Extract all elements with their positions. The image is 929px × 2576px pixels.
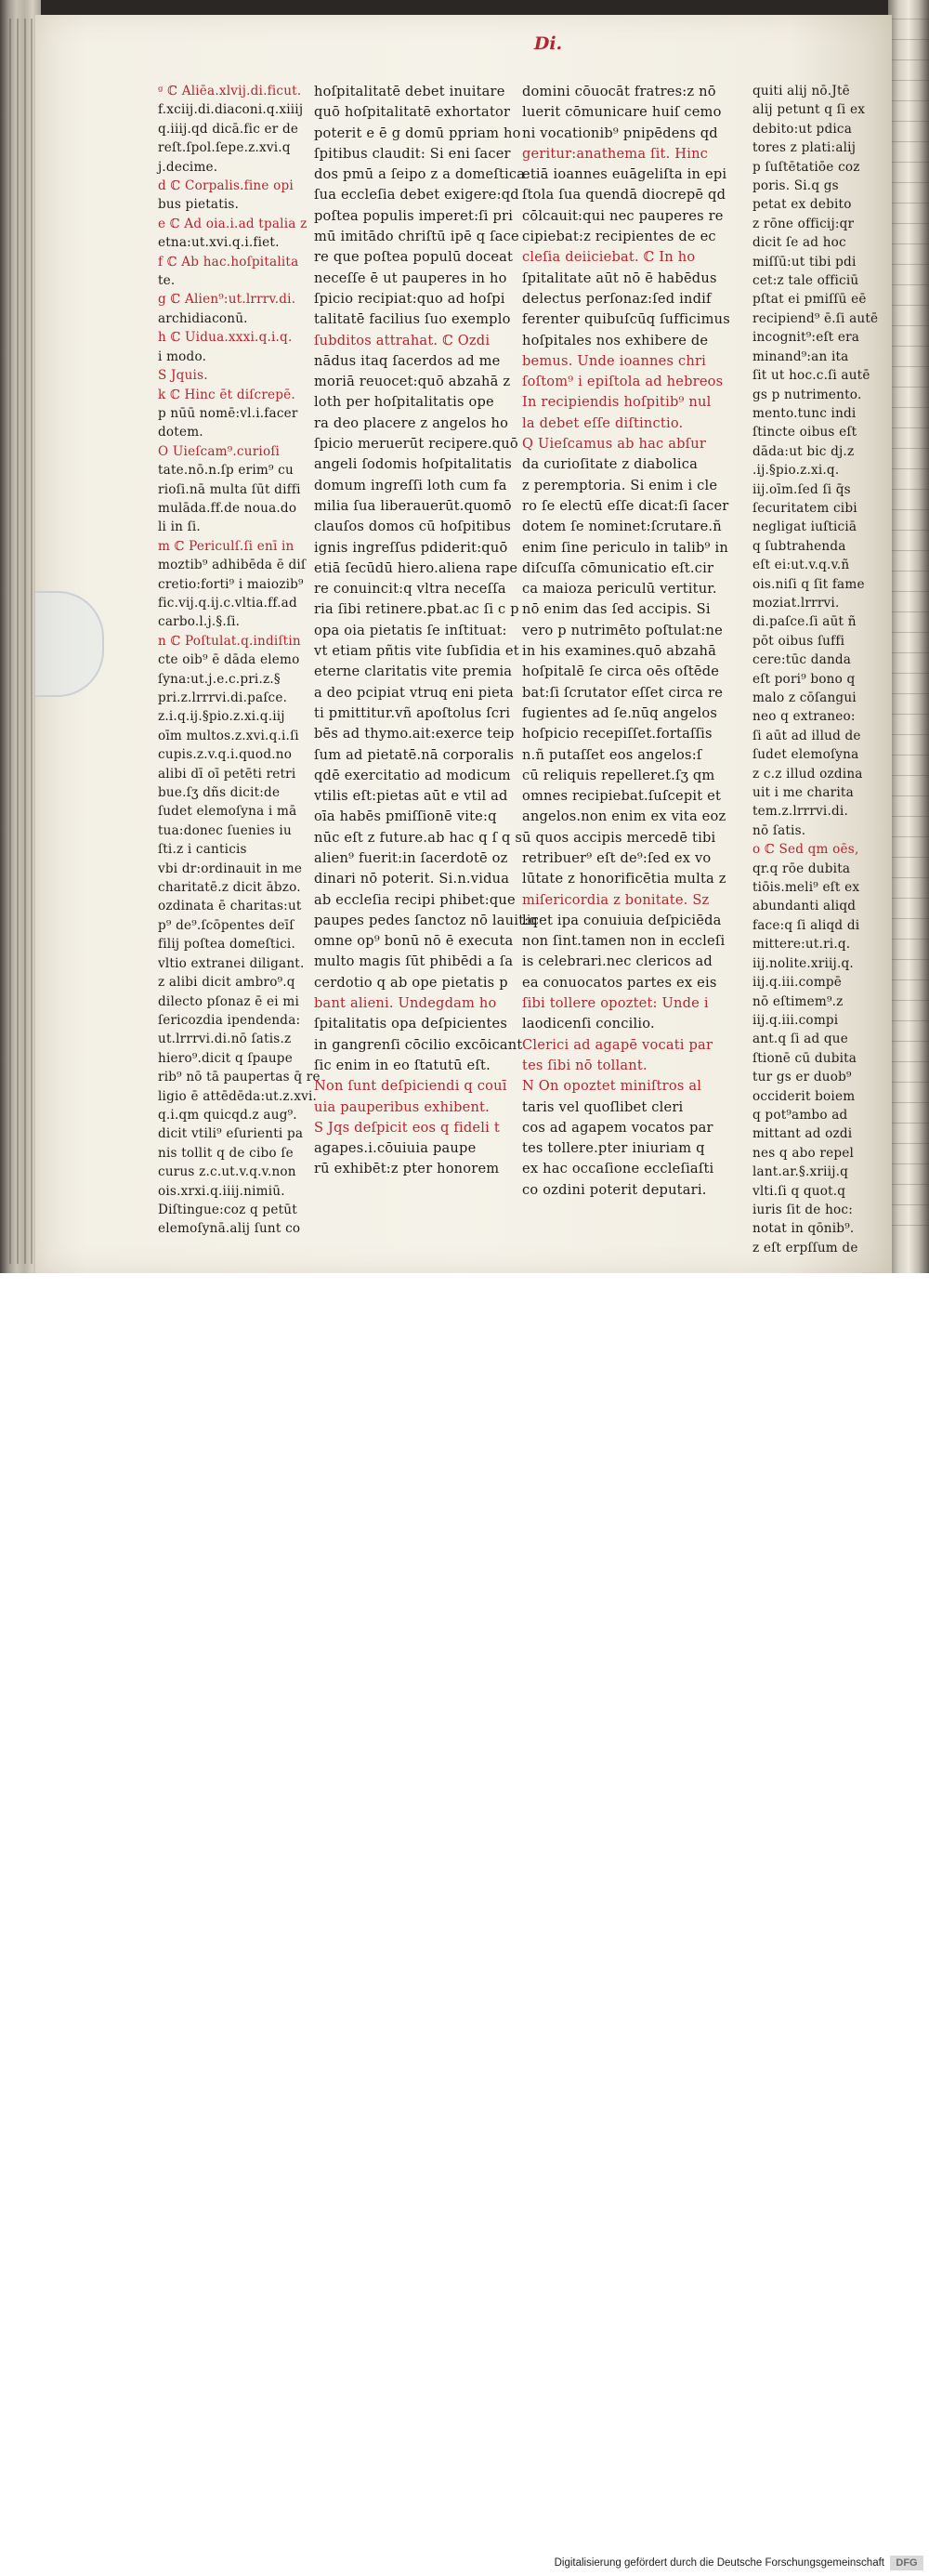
text-line: cleſia deiiciebat. ℂ In ho	[522, 249, 696, 266]
text-line: N On opoztet miniſtros al	[522, 1078, 702, 1095]
text-line: ſtincte oibus eſt	[752, 425, 857, 440]
text-line: ſibi tollere opoztet: Unde i	[522, 995, 709, 1012]
text-line: iuris ſit de hoc:	[752, 1202, 854, 1217]
text-line: uit i me charita	[752, 785, 854, 801]
text-line: dilecto pſonaz ē ei mi	[158, 993, 299, 1009]
text-line: non ſint.tamen non in eccleſi	[522, 933, 726, 950]
text-line: ſum ad pietatē.nā corporalis	[314, 746, 515, 763]
text-line: eterne claritatis vite premia	[314, 664, 513, 680]
main-text-column-1	[314, 82, 541, 1180]
text-line: i modo.	[158, 348, 207, 364]
text-line: in his examines.quō abzahā	[522, 643, 717, 660]
text-line: rib⁹ nō tā paupertas q̄ re	[158, 1070, 321, 1085]
text-line: g ℂ Alien⁹:ut.lrrrv.di.	[158, 292, 296, 308]
text-line: gs p nutrimento.	[752, 387, 862, 402]
text-line: charitatē.z dicit ābzo.	[158, 880, 301, 896]
text-line: clauſos domos cū hoſpitibus	[314, 519, 512, 535]
text-line: cipiebat:z recipientes de ec	[522, 229, 716, 245]
text-line: cte oib⁹ ē dāda elemo	[158, 652, 300, 668]
text-line: cupis.z.v.q.i.quod.no	[158, 747, 293, 763]
text-line: z.i.q.ij.§pio.z.xi.q.iij	[158, 709, 285, 725]
text-line: cerdotio q ab ope pietatis p	[314, 974, 508, 991]
text-line: ſudet elemoſyna	[752, 747, 859, 763]
text-line: poſtea populis imperet:ſi pri	[314, 207, 514, 224]
text-line: ferenter quibuſcūq ſufficimus	[522, 311, 730, 328]
text-line: z alibi dicit ambro⁹.q	[158, 975, 295, 991]
text-line: q pot⁹ambo ad	[752, 1107, 848, 1123]
text-line: cū reliquis repelleret.ſʒ qm	[522, 767, 715, 783]
text-line: luerit cōmunicare huiſ cemo	[522, 104, 722, 121]
text-line: hoſpitalitatē debet inuitare	[314, 84, 505, 99]
text-line: hoſpitalē ſe circa oēs oſtēde	[522, 664, 720, 680]
text-line: iij.oīm.ſed ſi q̄s	[752, 481, 851, 497]
text-line: ſudet elemoſyna i mā	[158, 804, 297, 820]
text-line: retribuer⁹ eſt de⁹:ſed ex vo	[522, 849, 712, 866]
text-line: tate.nō.n.ſp erim⁹ cu	[158, 463, 294, 479]
text-line: moriā reuocet:quō abzahā z	[314, 374, 511, 390]
text-line: cere:tūc danda	[752, 652, 852, 668]
text-line: ant.q ſi ad que	[752, 1032, 848, 1047]
text-line: ᵍ ℂ Aliēa.xlvij.di.ficut.	[158, 84, 302, 99]
text-line: enim ſine periculo in talib⁹ in	[522, 539, 728, 556]
page-clip	[35, 591, 104, 697]
text-line: diſcuſſa cōmunicatio eſt.cir	[522, 559, 714, 576]
text-line: taris vel quoſlibet cleri	[522, 1098, 684, 1115]
text-line: rū exhibēt:z pter honorem	[314, 1161, 500, 1177]
text-line: eſt pori⁹ bono q	[752, 671, 856, 687]
text-line: ſpitalitate aūt nō ē habēdus	[522, 269, 717, 286]
text-line: ti pmittitur.vñ apoſtolus ſcri	[314, 704, 511, 721]
text-line: j.decime.	[158, 159, 218, 175]
text-line: petat ex debito	[752, 197, 852, 213]
text-line: minand⁹:an ita	[752, 348, 849, 364]
text-line: nādus itaq ſacerdos ad me	[314, 352, 501, 369]
text-line: ſubditos attrahat. ℂ Ozdi	[314, 332, 491, 348]
text-line: lant.ar.§.xriij.q	[752, 1164, 849, 1180]
text-line: rioſi.nā multa ſūt diffi	[158, 481, 301, 497]
text-line: ſic enim in eo ſtatutū eſt.	[314, 1057, 491, 1073]
text-line: pſtat ei pmiſſū eē	[752, 292, 867, 308]
text-line: z eſt erpſſum de	[752, 1240, 858, 1255]
main-text-column-2	[522, 82, 745, 1201]
text-line: ut.lrrrvi.di.nō ſatis.z	[158, 1032, 292, 1047]
text-line: z c.z illud ozdina	[752, 766, 863, 782]
dfg-logo: DFG	[890, 2556, 923, 2570]
text-line: negligat iuſticiā	[752, 519, 857, 535]
text-line: p ſuſtētatiōe coz	[752, 159, 860, 175]
text-line: ſit ut hoc.c.ſi autē	[752, 368, 870, 384]
text-line: ſpicio recipiat:quo ad hoſpi	[314, 290, 505, 307]
text-line: mulāda.ff.de noua.do	[158, 500, 297, 516]
text-line: nō enim das ſed accipis. Si	[522, 601, 711, 618]
text-line: poris. Si.q gs	[752, 178, 839, 194]
text-line: milia ſua liberauerūt.quomō	[314, 497, 512, 514]
text-line: h ℂ Uidua.xxxi.q.i.q.	[158, 330, 293, 346]
text-line: oīm multos.z.xvi.q.i.ſi	[158, 728, 299, 743]
text-line: pri.z.lrrrvi.di.paſce.	[158, 690, 288, 705]
text-line: angelos.non enim ex vita eoz	[522, 808, 726, 825]
text-line: tes tollere.pter iniuriam q	[522, 1140, 705, 1157]
text-line: bue.ſʒ dñs dicit:de	[158, 785, 281, 801]
text-line: ra deo placere z angelos ho	[314, 414, 509, 431]
text-line: elemoſynā.alij ſunt co	[158, 1221, 301, 1237]
text-line: bant alieni. Undegdam ho	[314, 995, 497, 1012]
text-line: domum ingreſſi loth cum fa	[314, 477, 507, 493]
text-line: reſt.ſpol.ſepe.z.xvi.q	[158, 140, 291, 156]
text-line: re que poſtea populū doceat	[314, 249, 514, 266]
text-line: etiā ſecūdū hiero.aliena rape	[314, 559, 518, 576]
text-line: li in ſi.	[158, 519, 201, 535]
text-line: da curioſitate z diabolica	[522, 456, 699, 473]
text-line: poterit e ē g domū ppriam ho	[314, 125, 521, 141]
text-line: z rōne officij:qr	[752, 216, 855, 231]
text-line: di.paſce.ſi aūt ñ	[752, 614, 857, 630]
text-line: bat:ſi ſcrutator eſſet circa re	[522, 684, 724, 701]
text-line: filij poſtea domeſtici.	[158, 937, 296, 953]
text-line: dotem.	[158, 425, 203, 440]
text-line: Non ſunt deſpiciendi q couī	[314, 1078, 507, 1095]
text-line: ozdinata ē charitas:ut	[158, 899, 302, 914]
text-line: delectus perſonaz:ſed indif	[522, 290, 712, 307]
text-line: mū imitādo chriſtū ipē q ſace	[314, 229, 519, 245]
text-line: mittere:ut.ri.q.	[752, 937, 851, 953]
text-line: bus pietatis.	[158, 197, 240, 213]
text-line: ſti.z i canticis	[158, 842, 247, 858]
text-line: ū quos accipis mercedē tibi	[522, 829, 716, 846]
text-line: O Uieſcam⁹.curioſi	[158, 443, 281, 459]
text-line: iij.q.iii.compē	[752, 975, 843, 991]
text-line: is celebrari.nec clericos ad	[522, 953, 713, 970]
text-line: f.xciij.di.diaconi.q.xiiij	[158, 102, 304, 118]
text-line: notat in qōnib⁹.	[752, 1221, 855, 1237]
text-line: uia pauperibus exhibent.	[314, 1098, 490, 1115]
text-line: talitatē facilius ſuo exemplo	[314, 311, 511, 328]
text-line: vbi dr:ordinauit in me	[158, 861, 303, 876]
text-line: ignis ingreſſus pdiderit:quō	[314, 539, 508, 556]
text-line: alibi dī oī petēti retri	[158, 766, 296, 782]
text-line: bemus. Unde ioannes chri	[522, 352, 707, 369]
text-line: e ℂ Ad oia.i.ad tpalia z	[158, 216, 307, 231]
text-line: dinari nō poterit. Si.n.vidua	[314, 871, 510, 887]
text-line: p nūū nomē:vl.i.facer	[158, 405, 298, 421]
text-line: recipiend⁹ ē.ſi autē	[752, 310, 879, 326]
book-right-edge	[888, 0, 929, 1273]
text-line: dicit vtili⁹ eſurienti pa	[158, 1126, 304, 1142]
text-line: nes q abo repel	[752, 1145, 855, 1161]
text-line: ſua eccleſia debet exigere:qd	[314, 187, 519, 204]
text-line: S Jquis.	[158, 368, 208, 384]
text-line: ni vocationib⁹ pnipēdens qd	[522, 125, 718, 141]
text-line: z peremptoria. Si enim i cle	[522, 477, 718, 493]
text-line: ea conuocatos partes ex eis	[522, 974, 717, 991]
gloss-column-right	[752, 82, 881, 1257]
text-line: hoſpicio recepiſſet.fortaſſis	[522, 726, 713, 743]
text-line: curus z.c.ut.v.q.v.non	[158, 1164, 296, 1180]
text-line: k ℂ Hinc ēt diſcrepē.	[158, 387, 295, 402]
text-line: te.	[158, 273, 176, 289]
text-line: tes ſibi nō tollant.	[522, 1057, 648, 1073]
text-line: quiti alij nō.Jtē	[752, 84, 850, 99]
text-line: oīa habēs pmiſſionē vite:q	[314, 808, 497, 825]
text-line: ria ſibi retinere.pbat.ac ſi c p	[314, 601, 519, 618]
text-line: Clerici ad agapē vocati par	[522, 1036, 713, 1053]
text-line: p⁹ de⁹.ſcōpentes deīſ	[158, 917, 294, 933]
text-line: cos ad agapem vocatos par	[522, 1119, 713, 1136]
text-line: ab eccleſia recipi phibet:que	[314, 891, 516, 908]
text-line: agapes.i.cōuiuia paupe	[314, 1140, 477, 1157]
text-line: nō ſatis.	[752, 822, 806, 838]
text-line: debito:ut pdica	[752, 121, 853, 137]
text-line: mittant ad ozdi	[752, 1126, 853, 1142]
text-line: neceſſe ē ut pauperes in ho	[314, 269, 507, 286]
text-line: tur gs er duob⁹	[752, 1070, 852, 1085]
text-line: n ℂ Poſtulat.q.indiſtin	[158, 633, 301, 649]
text-line: nō eſtimem⁹.z	[752, 993, 844, 1009]
text-line: malo z cōſangui	[752, 690, 857, 705]
text-line: etna:ut.xvi.q.i.fiet.	[158, 235, 280, 251]
text-line: ſi aūt ad illud de	[752, 728, 861, 743]
text-line: neo q extraneo:	[752, 709, 856, 725]
text-line: fic.vij.q.ij.c.vltia.ff.ad	[158, 595, 297, 611]
text-line: ſecuritatem cibi	[752, 500, 857, 516]
text-line: fugientes ad ſe.nūq angelos	[522, 704, 718, 721]
text-line: .ij.§pio.z.xi.q.	[752, 463, 840, 479]
text-line: ligio ē attēdēda:ut.z.xvi.	[158, 1088, 318, 1104]
text-line: Q Uieſcamus ab hac abſur	[522, 436, 707, 453]
text-line: dotem ſe nominet:ſcrutare.ñ	[522, 519, 722, 535]
text-line: ſoſtom⁹ i epiſtola ad hebreos	[522, 374, 724, 390]
text-line: vtilis eſt:pietas aūt e vtil ad	[314, 788, 508, 805]
text-line: dicit ſe ad hoc	[752, 235, 846, 251]
text-line: o ℂ Sed qm oēs,	[752, 842, 859, 858]
text-line: domini cōuocāt fratres:z nō	[522, 84, 716, 99]
text-line: a deo pcipiat vtruq eni pieta	[314, 684, 514, 701]
text-line: cet:z tale officiū	[752, 273, 859, 289]
text-line: laodicenſi concilio.	[522, 1016, 655, 1032]
text-line: ſpicio meruerūt recipere.quō	[314, 436, 518, 453]
text-line: q.iiij.qd dicā.fic er de	[158, 121, 299, 137]
text-line: in gangrenſi cōcilio excōicant	[314, 1036, 523, 1053]
text-line: quō hoſpitalitatē exhortator	[314, 104, 511, 121]
text-line: pōt oibus ſuffi	[752, 633, 845, 649]
text-line: vltio extranei diligant.	[158, 955, 305, 971]
text-line: occiderit boiem	[752, 1088, 856, 1104]
text-line: qdē exercitatio ad modicum	[314, 767, 511, 783]
text-line: cōlcauit:qui nec pauperes re	[522, 207, 724, 224]
text-line: moziat.lrrrvi.	[752, 595, 840, 611]
text-line: moztib⁹ adhibēda ē diſ	[158, 558, 307, 573]
text-line: tiōis.meli⁹ eſt ex	[752, 880, 860, 896]
text-line: alien⁹ fuerit:in ſacerdotē oz	[314, 849, 508, 866]
text-line: multo magis ſūt phibēdi a ſa	[314, 953, 514, 970]
gloss-column-left	[158, 82, 325, 1239]
footer-bar	[0, 1273, 929, 2569]
text-line: ſyna:ut.j.e.c.pri.z.§	[158, 671, 281, 687]
dfg-credit-text: Digitalisierung gefördert durch die Deutsche Forschungsgemeinschaft	[554, 2557, 884, 2569]
text-line: q.i.qm quicqd.z aug⁹.	[158, 1107, 297, 1123]
text-line: S Jqs deſpicit eos q fideli t	[314, 1119, 500, 1136]
text-line: tem.z.lrrrvi.di.	[752, 804, 848, 820]
text-line: d ℂ Corpalis.fine opi	[158, 178, 294, 194]
text-line: ſpitibus claudit: Si eni ſacer	[314, 145, 511, 162]
text-line: nūc eſt z future.ab hac q ſ q s	[314, 829, 523, 846]
text-line: tua:donec ſuenies iu	[158, 822, 292, 838]
text-line: loth per hoſpitalitatis ope	[314, 394, 494, 411]
text-line: iij.q.iii.compi	[752, 1012, 839, 1028]
text-line: hoſpitales nos exhibere de	[522, 332, 709, 348]
folio-number: Di.	[533, 33, 563, 54]
text-line: opa oia pietatis ſe inſtituat:	[314, 622, 507, 638]
text-line: m ℂ Periculſ.ſi enī in	[158, 538, 294, 554]
text-line: mento.tunc indi	[752, 405, 857, 421]
text-line: iij.nolite.xriij.q.	[752, 955, 854, 971]
text-line: abundanti aliqd	[752, 899, 857, 914]
text-line: vero p nutrimēto poſtulat:ne	[522, 622, 723, 638]
text-line: ex hac occaſione eccleſiaſti	[522, 1161, 714, 1177]
text-line: vt etiam pñtis vite ſubſidia et	[314, 643, 519, 660]
text-line: ca maioza periculū vertitur.	[522, 581, 717, 598]
text-line: face:q ſi aliqd di	[752, 917, 860, 933]
text-line: ſpitalitatis opa deſpicientes	[314, 1016, 508, 1032]
text-line: ſtionē cū dubita	[752, 1050, 857, 1066]
text-line: hiero⁹.dicit q ſpaupe	[158, 1050, 293, 1066]
text-line: qr.q rōe dubita	[752, 861, 851, 876]
text-line: archidiaconū.	[158, 310, 248, 326]
text-line: eſt ei:ut.v.q.v.ñ	[752, 558, 850, 573]
text-line: ſericozdia ipendenda:	[158, 1012, 301, 1028]
text-line: vlti.ſi q quot.q	[752, 1183, 846, 1199]
text-line: dos pmū a ſeipo z a domeſtica	[314, 166, 526, 183]
text-line: miſſū:ut tibi pdi	[752, 254, 857, 269]
text-line: etiā ioannes euāgeliſta in epi	[522, 166, 727, 183]
text-line: omnes recipiebat.ſuſcepit et	[522, 788, 722, 805]
text-line: f ℂ Ab hac.hoſpitalita	[158, 254, 299, 269]
text-line: licet ipa conuiuia deſpiciēda	[522, 912, 722, 928]
text-line: co ozdini poterit deputari.	[522, 1181, 707, 1198]
text-line: cretio:forti⁹ i maiozib⁹	[158, 576, 304, 592]
text-line: n.ñ putaſſet eos angelos:ſ	[522, 746, 702, 763]
text-line: carbo.l.j.§.ſi.	[158, 614, 241, 630]
text-line: ſtola ſua quendā diocrepē qd	[522, 187, 726, 204]
text-line: Diſtingue:coz q petūt	[158, 1202, 297, 1217]
text-line: bēs ad thymo.ait:exerce teip	[314, 726, 515, 743]
text-line: paupes pedes ſanctoz nō lauit:q	[314, 912, 538, 928]
text-line: la debet eſſe diſtinctio.	[522, 414, 684, 431]
text-line: omne op⁹ bonū nō ē executa	[314, 933, 514, 950]
text-line: ois.niſi q ſit fame	[752, 576, 865, 592]
text-line: incognit⁹:eſt era	[752, 330, 860, 346]
text-line: re conuincit:q vltra neceſſa	[314, 581, 506, 598]
text-line: In recipiendis hoſpitib⁹ nul	[522, 394, 712, 411]
text-line: dāda:ut bic dj.z	[752, 443, 855, 459]
text-line: geritur:anathema ſit. Hinc	[522, 145, 709, 162]
text-line: angeli ſodomis hoſpitalitatis	[314, 456, 512, 473]
text-line: nis tollit q de cibo ſe	[158, 1145, 294, 1161]
footer	[0, 2552, 929, 2576]
text-line: ro ſe electū eſſe dicat:ſi ſacer	[522, 497, 729, 514]
text-line: ois.xrxi.q.iiij.nimiū.	[158, 1183, 285, 1199]
text-line: miſericordia z bonitate. Sz	[522, 891, 710, 908]
text-line: alij petunt q ſi ex	[752, 102, 866, 118]
text-line: lūtate z honorificētia multa z	[522, 871, 726, 887]
text-line: tores z plati:alij	[752, 140, 857, 156]
text-line: q ſubtrahenda	[752, 538, 846, 554]
